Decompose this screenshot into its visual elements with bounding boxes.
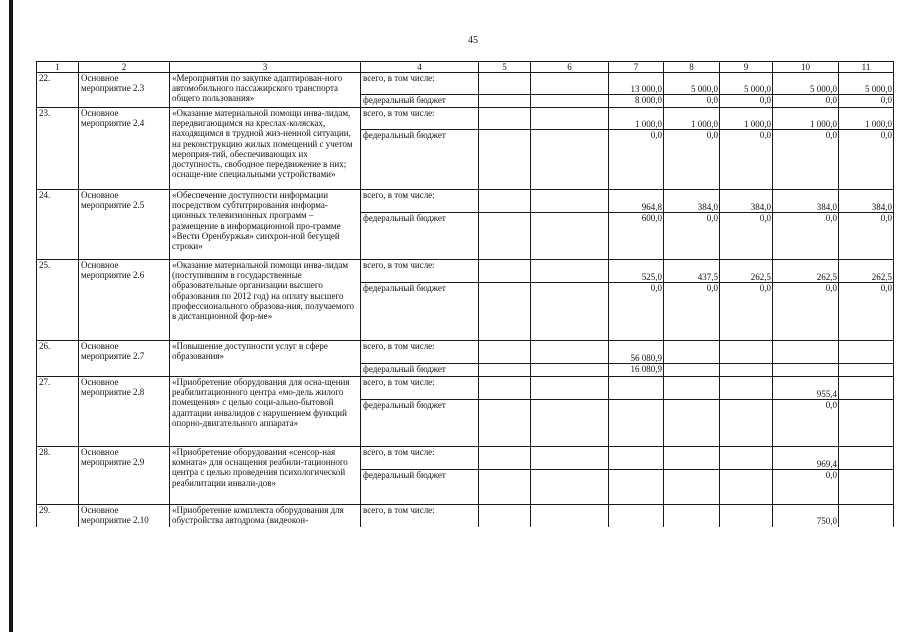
funding-label-total: всего, в том числе: <box>361 190 479 213</box>
table-header-row <box>37 62 894 73</box>
row-number: 22. <box>37 73 79 108</box>
amount-federal: 600,0 <box>609 213 664 260</box>
amount-total <box>609 447 664 470</box>
amount-federal <box>531 283 609 341</box>
funding-label-federal: федеральный бюджет <box>361 364 479 377</box>
amount-total <box>664 447 720 470</box>
activity-description: «Оказание материальной помощи инва-лидам, передвигающимся на креслах-колясках, находящимся в трудной жиз-ненной ситуации, на реконструкцию жилых помещений с учетом мероприя-тий, обеспечивающих их доступность, свободное передвижение в них; оснаще-ние специальными устройствами» <box>170 108 361 190</box>
amount-federal: 0,0 <box>839 283 894 341</box>
header-cell: 10 <box>773 62 839 73</box>
amount-total: 1 000,0 <box>773 108 839 130</box>
header-cell: 11 <box>839 62 894 73</box>
amount-federal <box>479 470 531 505</box>
amount-total <box>479 341 531 364</box>
amount-federal <box>664 470 720 505</box>
amount-total: 969,4 <box>773 447 839 470</box>
amount-federal <box>609 470 664 505</box>
amount-federal: 0,0 <box>664 213 720 260</box>
amount-federal <box>479 283 531 341</box>
amount-total <box>664 505 720 527</box>
amount-federal: 0,0 <box>664 130 720 190</box>
amount-total <box>531 447 609 470</box>
amount-federal <box>531 130 609 190</box>
amount-total <box>839 505 894 527</box>
amount-total <box>479 447 531 470</box>
amount-federal: 8 000,0 <box>609 95 664 108</box>
amount-total <box>664 377 720 400</box>
amount-total <box>609 377 664 400</box>
activity-name: Основное мероприятие 2.10 <box>79 505 170 527</box>
amount-total <box>720 341 773 364</box>
amount-total: 525,0 <box>609 260 664 283</box>
amount-federal <box>720 400 773 447</box>
amount-total: 5 000,0 <box>664 73 720 95</box>
amount-federal: 0,0 <box>773 130 839 190</box>
activity-name: Основное мероприятие 2.6 <box>79 260 170 341</box>
header-cell: 5 <box>479 62 531 73</box>
amount-federal <box>839 400 894 447</box>
amount-total <box>531 505 609 527</box>
amount-total <box>479 108 531 130</box>
table-row <box>37 73 894 95</box>
header-cell: 4 <box>361 62 479 73</box>
amount-federal: 0,0 <box>773 213 839 260</box>
amount-federal <box>531 400 609 447</box>
table-row <box>37 260 894 283</box>
amount-total <box>531 73 609 95</box>
activity-description: «Приобретение оборудования для осна-щения реабилитационного центра «мо-дель жилого помещения» с целью соци-ально-бытовой адаптации инвалидов с нарушением функций опорно-двигательного аппарата» <box>170 377 361 447</box>
amount-total <box>479 73 531 95</box>
funding-label-federal: федеральный бюджет <box>361 130 479 190</box>
amount-total <box>479 260 531 283</box>
header-cell: 7 <box>609 62 664 73</box>
activity-description: «Обеспечение доступности информации посредством субтитрирования информа-ционных телевизионных программ – размещение в информационной про-грамме «Вести Оренбуржья» синхрон-ной бегущей строки» <box>170 190 361 260</box>
funding-label-total: всего, в том числе: <box>361 341 479 364</box>
header-cell: 2 <box>79 62 170 73</box>
amount-total: 5 000,0 <box>839 73 894 95</box>
amount-total: 964,8 <box>609 190 664 213</box>
activity-description: «Повышение доступности услуг в сфере образования» <box>170 341 361 377</box>
amount-total: 955,4 <box>773 377 839 400</box>
activity-name: Основное мероприятие 2.4 <box>79 108 170 190</box>
header-cell: 1 <box>37 62 79 73</box>
amount-federal: 0,0 <box>773 400 839 447</box>
amount-federal: 0,0 <box>720 95 773 108</box>
amount-federal: 0,0 <box>773 283 839 341</box>
funding-label-federal: федеральный бюджет <box>361 400 479 447</box>
activity-description: «Мероприятия по закупке адаптирован-ного автомобильного пассажирского транспорта общего пользования» <box>170 73 361 108</box>
funding-label-total: всего, в том числе: <box>361 260 479 283</box>
budget-table <box>36 61 894 527</box>
funding-label-total: всего, в том числе: <box>361 505 479 527</box>
amount-federal: 0,0 <box>720 213 773 260</box>
header-cell: 9 <box>720 62 773 73</box>
amount-total <box>531 260 609 283</box>
amount-total <box>720 447 773 470</box>
amount-total: 262,5 <box>839 260 894 283</box>
row-number: 23. <box>37 108 79 190</box>
amount-total <box>531 190 609 213</box>
funding-label-total: всего, в том числе: <box>361 73 479 95</box>
funding-label-total: всего, в том числе: <box>361 377 479 400</box>
amount-federal: 0,0 <box>839 213 894 260</box>
row-number: 28. <box>37 447 79 505</box>
header-cell: 3 <box>170 62 361 73</box>
amount-total: 262,5 <box>773 260 839 283</box>
amount-federal: 0,0 <box>720 283 773 341</box>
amount-total <box>479 505 531 527</box>
table-row <box>37 341 894 364</box>
amount-total: 1 000,0 <box>839 108 894 130</box>
amount-federal: 0,0 <box>664 95 720 108</box>
amount-total: 5 000,0 <box>720 73 773 95</box>
amount-total <box>609 505 664 527</box>
amount-total: 384,0 <box>720 190 773 213</box>
amount-total <box>531 377 609 400</box>
amount-federal <box>531 213 609 260</box>
funding-label-federal: федеральный бюджет <box>361 95 479 108</box>
row-number: 25. <box>37 260 79 341</box>
table-row <box>37 190 894 213</box>
header-cell: 6 <box>531 62 609 73</box>
amount-total <box>479 190 531 213</box>
page-number: 45 <box>468 35 478 46</box>
amount-total: 13 000,0 <box>609 73 664 95</box>
header-cell: 8 <box>664 62 720 73</box>
activity-name: Основное мероприятие 2.7 <box>79 341 170 377</box>
amount-federal <box>839 364 894 377</box>
amount-total <box>531 341 609 364</box>
amount-total <box>479 377 531 400</box>
amount-federal: 16 080,9 <box>609 364 664 377</box>
amount-federal: 0,0 <box>609 130 664 190</box>
amount-total: 5 000,0 <box>773 73 839 95</box>
amount-federal: 0,0 <box>773 470 839 505</box>
amount-total <box>839 341 894 364</box>
amount-total <box>531 108 609 130</box>
amount-federal <box>664 400 720 447</box>
amount-federal: 0,0 <box>664 283 720 341</box>
funding-label-total: всего, в том числе: <box>361 108 479 130</box>
activity-description: «Приобретение комплекта оборудования для обустройства автодрома (видеокон- <box>170 505 361 527</box>
amount-total: 384,0 <box>839 190 894 213</box>
amount-total: 384,0 <box>664 190 720 213</box>
amount-federal <box>664 364 720 377</box>
amount-federal <box>479 130 531 190</box>
amount-total: 262,5 <box>720 260 773 283</box>
table-row <box>37 505 894 527</box>
amount-federal <box>479 400 531 447</box>
activity-name: Основное мероприятие 2.3 <box>79 73 170 108</box>
activity-description: «Оказание материальной помощи инва-лидам (поступившим в государственные образовательные организации высшего образования по 2012 год) на оплату высшего профессионального образова-ния, получаемого в дистанционной фор-ме» <box>170 260 361 341</box>
activity-name: Основное мероприятие 2.5 <box>79 190 170 260</box>
activity-name: Основное мероприятие 2.8 <box>79 377 170 447</box>
activity-description: «Приобретение оборудования «сенсор-ная комната» для оснащения реабили-тационного центра с целью проведения психологической реабилитации инвали-дов» <box>170 447 361 505</box>
amount-federal <box>531 364 609 377</box>
amount-total <box>720 377 773 400</box>
amount-total <box>720 505 773 527</box>
amount-total: 1 000,0 <box>720 108 773 130</box>
funding-label-federal: федеральный бюджет <box>361 213 479 260</box>
amount-federal: 0,0 <box>839 130 894 190</box>
amount-federal: 0,0 <box>839 95 894 108</box>
amount-federal <box>531 470 609 505</box>
amount-federal: 0,0 <box>720 130 773 190</box>
row-number: 26. <box>37 341 79 377</box>
amount-total <box>773 341 839 364</box>
amount-total: 1 000,0 <box>609 108 664 130</box>
amount-federal <box>720 364 773 377</box>
amount-federal <box>773 364 839 377</box>
amount-total: 437,5 <box>664 260 720 283</box>
amount-federal <box>839 470 894 505</box>
amount-federal <box>609 400 664 447</box>
table-body <box>37 73 894 527</box>
funding-label-total: всего, в том числе: <box>361 447 479 470</box>
amount-total <box>664 341 720 364</box>
row-number: 24. <box>37 190 79 260</box>
amount-total: 750,0 <box>773 505 839 527</box>
amount-federal <box>479 95 531 108</box>
amount-federal <box>720 470 773 505</box>
amount-federal <box>479 364 531 377</box>
table-row <box>37 447 894 470</box>
amount-total <box>839 447 894 470</box>
amount-federal: 0,0 <box>609 283 664 341</box>
table-row <box>37 377 894 400</box>
row-number: 29. <box>37 505 79 527</box>
amount-total: 384,0 <box>773 190 839 213</box>
funding-label-federal: федеральный бюджет <box>361 283 479 341</box>
amount-total: 56 080,9 <box>609 341 664 364</box>
funding-label-federal: федеральный бюджет <box>361 470 479 505</box>
table-row <box>37 108 894 130</box>
scan-edge-bar <box>9 0 13 632</box>
row-number: 27. <box>37 377 79 447</box>
amount-federal: 0,0 <box>773 95 839 108</box>
amount-federal <box>531 95 609 108</box>
amount-total <box>839 377 894 400</box>
amount-federal <box>479 213 531 260</box>
activity-name: Основное мероприятие 2.9 <box>79 447 170 505</box>
amount-total: 1 000,0 <box>664 108 720 130</box>
